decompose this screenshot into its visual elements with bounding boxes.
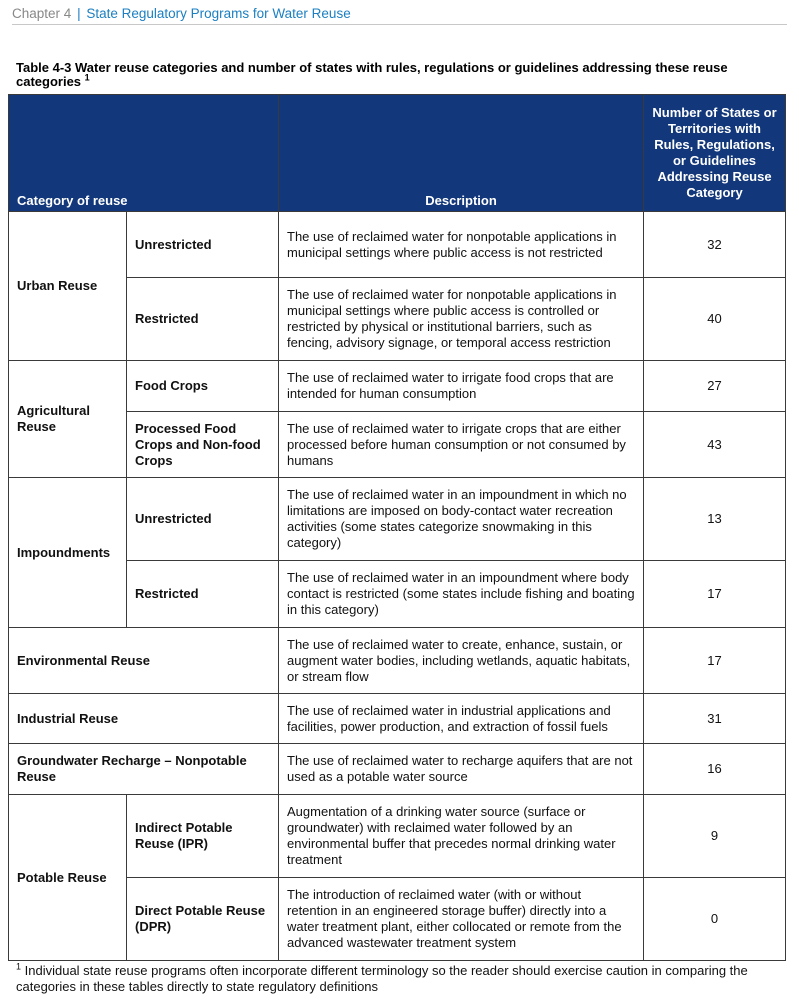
count-cell: 0 [644, 878, 786, 961]
description-cell: The use of reclaimed water to recharge aquifers that are not used as a potable water source [279, 744, 644, 795]
table-row [9, 694, 786, 744]
count-cell: 9 [644, 795, 786, 878]
table-row [9, 744, 786, 795]
count-cell: 43 [644, 412, 786, 478]
count-cell: 31 [644, 694, 786, 744]
description-cell: The use of reclaimed water in industrial applications and facilities, power production, and extraction of fossil fuels [279, 694, 644, 744]
table-footnote [16, 963, 786, 995]
subcategory-cell: Restricted [127, 278, 279, 361]
subcategory-cell: Indirect Potable Reuse (IPR) [127, 795, 279, 878]
subcategory-cell: Restricted [127, 561, 279, 628]
footnote-text: Individual state reuse programs often incorporate different terminology so the reader should exercise caution in comparing the categories in these tables directly to state regulatory definitions [16, 963, 748, 994]
subcategory-cell: Unrestricted [127, 478, 279, 561]
chapter-title: State Regulatory Programs for Water Reuse [86, 6, 351, 21]
table-row [9, 795, 786, 878]
category-cell: Urban Reuse [9, 212, 127, 361]
table-header-row [9, 95, 786, 212]
description-cell: The use of reclaimed water in an impoundment where body contact is restricted (some states include fishing and boating in this category) [279, 561, 644, 628]
description-cell: The use of reclaimed water for nonpotable applications in municipal settings where public access is controlled or restricted by physical or institutional barriers, such as fencing, advisory signage, or temporal access restriction [279, 278, 644, 361]
count-cell: 17 [644, 628, 786, 694]
description-cell: Augmentation of a drinking water source (surface or groundwater) with reclaimed water followed by an environmental buffer that precedes normal drinking water treatment [279, 795, 644, 878]
category-cell: Impoundments [9, 478, 127, 628]
count-cell: 13 [644, 478, 786, 561]
description-cell: The introduction of reclaimed water (with or without retention in an engineered storage buffer) directly into a water treatment plant, either collocated or remote from the advanced wastewater treatment system [279, 878, 644, 961]
description-cell: The use of reclaimed water for nonpotable applications in municipal settings where public access is not restricted [279, 212, 644, 278]
category-cell: Industrial Reuse [9, 694, 279, 744]
description-cell: The use of reclaimed water to irrigate crops that are either processed before human consumption or not consumed by humans [279, 412, 644, 478]
header-separator: | [77, 6, 81, 21]
caption-footnote-ref: 1 [84, 72, 90, 83]
subcategory-cell: Unrestricted [127, 212, 279, 278]
chapter-label: Chapter 4 [12, 6, 72, 21]
subcategory-cell: Direct Potable Reuse (DPR) [127, 878, 279, 961]
table-row [9, 212, 786, 278]
footnote-marker: 1 [16, 961, 22, 972]
category-cell: Groundwater Recharge – Nonpotable Reuse [9, 744, 279, 795]
count-cell: 16 [644, 744, 786, 795]
caption-text: Table 4-3 Water reuse categories and number of states with rules, regulations or guidelines addressing these reuse categories [16, 60, 728, 89]
count-cell: 27 [644, 361, 786, 412]
subcategory-cell: Food Crops [127, 361, 279, 412]
count-cell: 17 [644, 561, 786, 628]
table-caption [16, 61, 786, 89]
description-cell: The use of reclaimed water in an impoundment in which no limitations are imposed on body-contact water recreation activities (some states categorize snowmaking in this category) [279, 478, 644, 561]
reuse-categories-table [8, 94, 786, 961]
table-row [9, 478, 786, 561]
count-cell: 40 [644, 278, 786, 361]
description-cell: The use of reclaimed water to create, enhance, sustain, or augment water bodies, including wetlands, aquatic habitats, or stream flow [279, 628, 644, 694]
column-header-count: Number of States or Territories with Rules, Regulations, or Guidelines Addressing Reuse Category [644, 95, 786, 212]
column-header-category: Category of reuse [9, 95, 279, 212]
page-header [12, 4, 787, 25]
table-row [9, 361, 786, 412]
count-cell: 32 [644, 212, 786, 278]
column-header-description: Description [279, 95, 644, 212]
category-cell: Environmental Reuse [9, 628, 279, 694]
category-cell: Agricultural Reuse [9, 361, 127, 478]
table-row [9, 628, 786, 694]
description-cell: The use of reclaimed water to irrigate food crops that are intended for human consumption [279, 361, 644, 412]
category-cell: Potable Reuse [9, 795, 127, 961]
subcategory-cell: Processed Food Crops and Non-food Crops [127, 412, 279, 478]
